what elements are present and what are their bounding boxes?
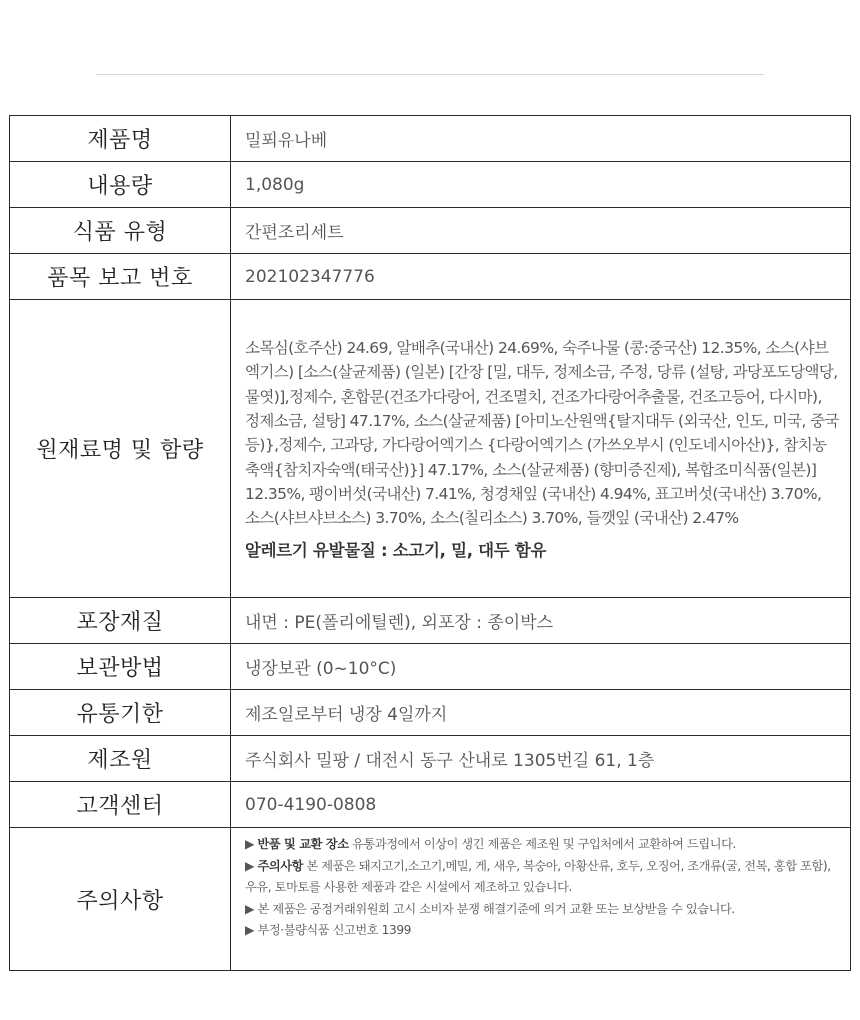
label-expiry: 유통기한 [10,690,231,736]
label-customer-center: 고객센터 [10,782,231,828]
value-packaging: 내면 : PE(폴리에틸렌), 외포장 : 종이박스 [231,598,851,644]
value-expiry: 제조일로부터 냉장 4일까지 [231,690,851,736]
label-food-type: 식품 유형 [10,208,231,254]
row-packaging [10,598,851,644]
notice-line-return [245,834,842,856]
notice-line-report [245,920,842,942]
notice-return-title: 반품 및 교환 장소 [257,837,349,851]
row-storage [10,644,851,690]
value-report-number: 202102347776 [231,254,851,300]
row-expiry [10,690,851,736]
row-manufacturer [10,736,851,782]
bullet-icon: ▶ [245,837,254,851]
row-product-name [10,116,851,162]
label-storage: 보관방법 [10,644,231,690]
row-notice [10,828,851,971]
notice-compensation-text: 본 제품은 공정거래위원회 고시 소비자 분쟁 해결기준에 의거 교환 또는 보상받을 수 있습니다. [257,901,735,916]
label-manufacturer: 제조원 [10,736,231,782]
notice-report-text: 부정·불량식품 신고번호 1399 [257,923,412,937]
value-capacity: 1,080g [231,162,851,208]
value-notice [231,828,851,971]
label-ingredients: 원재료명 및 함량 [10,300,231,598]
value-food-type: 간편조리세트 [231,208,851,254]
row-ingredients [10,300,851,598]
label-capacity: 내용량 [10,162,231,208]
label-packaging: 포장재질 [10,598,231,644]
bullet-icon: ▶ [245,901,254,916]
notice-return-text: 유통과정에서 이상이 생긴 제품은 제조원 및 구입처에서 교환하여 드립니다. [352,837,736,851]
notice-line-compensation [245,899,842,921]
bullet-icon: ▶ [245,858,254,873]
value-product-name: 밀푀유나베 [231,116,851,162]
value-ingredients [231,300,851,598]
value-manufacturer: 주식회사 밀팡 / 대전시 동구 산내로 1305번길 61, 1층 [231,736,851,782]
bullet-icon: ▶ [245,923,254,937]
row-customer-center [10,782,851,828]
label-report-number: 품목 보고 번호 [10,254,231,300]
notice-caution-text: 본 제품은 돼지고기,소고기,메밀, 게, 새우, 복숭아, 아황산류, 호두, 오징어, 조개류(굴, 전복, 홍합 포함),우유, 토마토를 사용한 제품과 같은 시설에서 제조하고 있습니다. [245,858,831,894]
value-customer-center: 070-4190-0808 [231,782,851,828]
row-capacity [10,162,851,208]
top-divider [96,74,764,75]
product-info-table [9,115,851,971]
label-product-name: 제품명 [10,116,231,162]
notice-caution-title: 주의사항 [257,858,303,873]
row-food-type [10,208,851,254]
label-notice: 주의사항 [10,828,231,971]
notice-line-caution [245,856,842,899]
allergy-text: 알레르기 유발물질 : 소고기, 밀, 대두 함유 [245,540,547,560]
row-report-number [10,254,851,300]
ingredients-text: 소목심(호주산) 24.69, 알배추(국내산) 24.69%, 숙주나물 (콩:중국산) 12.35%, 소스(샤브엑기스) [소스(살균제품) (일본) [간장 [밀, 대두, 정제소금, 주정, 당류 (설탕, 과당포도당액당, 물엿)],정제수, 혼합문(건조가다랑어, 건조멸치, 건조가다랑어추출물, 건조고등어, 다시마), 정제소금, 설탕] 47.17%, 소스(살균제품) [아미노산원액{탈지대두 (외국산, 인도, 미국, 중국 등)},정제수, 고과당, 가다랑어엑기스 {다랑어엑기스 (가쓰오부시 (인도네시아산)}, 참치농축액{참치자숙액(태국산)}] 47.17%, 소스(살균제품) (향미증진제), 복합조미식품(일본)] 12.35%, 팽이버섯(국내산) 7.41%, 청경채잎 (국내산) 4.94%, 표고버섯(국내산) 3.70%, 소스(샤브샤브소스) 3.70%, 소스(칠리소스) 3.70%, 들깻잎 (국내산) 2.47% [245,339,839,528]
value-storage: 냉장보관 (0~10°C) [231,644,851,690]
